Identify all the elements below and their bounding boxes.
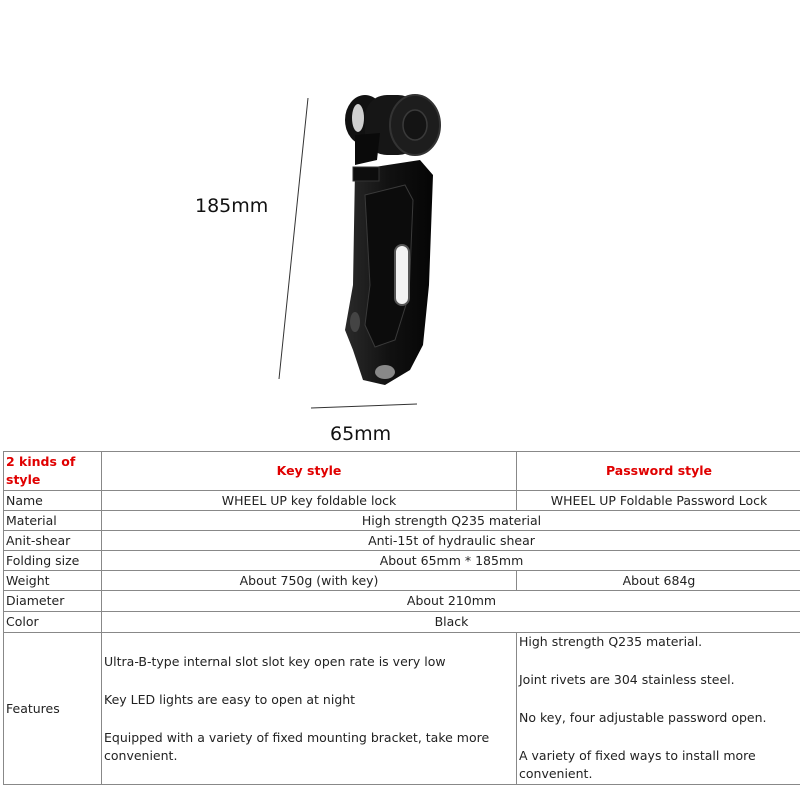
height-dimension-line <box>270 95 315 385</box>
row-label: Features <box>4 633 102 785</box>
antishear-value: Anti-15t of hydraulic shear <box>102 531 800 551</box>
table-row-features <box>4 633 800 785</box>
table-row-color <box>4 612 800 633</box>
color-value: Black <box>102 612 800 633</box>
spec-table <box>3 451 800 785</box>
folding-size-value: About 65mm * 185mm <box>102 551 800 571</box>
row-label: Weight <box>4 571 102 591</box>
key-feature-item: Equipped with a variety of fixed mounting bracket, take more convenient. <box>104 729 490 763</box>
width-dimension-line <box>310 400 420 412</box>
key-feature-item: Key LED lights are easy to open at night <box>104 691 356 707</box>
row-label: Anit-shear <box>4 531 102 551</box>
key-features-cell <box>102 633 517 785</box>
row-label: Color <box>4 612 102 633</box>
row-label: Material <box>4 511 102 531</box>
row-label: Name <box>4 491 102 511</box>
key-style-header: Key style <box>102 452 517 491</box>
key-weight-value: About 750g (with key) <box>102 571 517 591</box>
table-row-antishear <box>4 531 800 551</box>
password-feature-item: Joint rivets are 304 stainless steel. <box>519 672 735 687</box>
password-weight-value: About 684g <box>517 571 800 591</box>
table-row-diameter <box>4 591 800 612</box>
row-label: Folding size <box>4 551 102 571</box>
password-feature-item: High strength Q235 material. <box>519 634 703 649</box>
row-label: Diameter <box>4 591 102 612</box>
password-name-value: WHEEL UP Foldable Password Lock <box>517 491 800 511</box>
password-feature-item: A variety of fixed ways to install more convenient. <box>519 748 756 781</box>
password-feature-item: No key, four adjustable password open. <box>519 710 767 725</box>
table-header-row <box>4 452 800 491</box>
material-value: High strength Q235 material <box>102 511 800 531</box>
key-feature-item: Ultra-B-type internal slot slot key open rate is very low <box>104 653 446 669</box>
table-row-weight <box>4 571 800 591</box>
height-dimension-label: 185mm <box>195 195 269 217</box>
table-row-folding-size <box>4 551 800 571</box>
folding-lock-image <box>325 85 455 395</box>
password-style-header: Password style <box>517 452 800 491</box>
table-row-material <box>4 511 800 531</box>
diameter-value: About 210mm <box>102 591 800 612</box>
table-row-name <box>4 491 800 511</box>
width-dimension-label: 65mm <box>330 423 392 445</box>
key-name-value: WHEEL UP key foldable lock <box>102 491 517 511</box>
header-label: 2 kinds of style <box>4 452 102 491</box>
password-features-cell <box>517 633 800 785</box>
